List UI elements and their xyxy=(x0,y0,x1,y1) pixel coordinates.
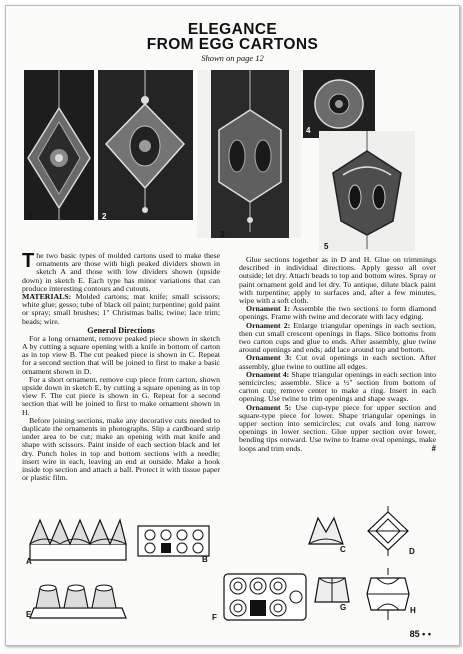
ornament-2-paragraph: Ornament 2: Enlarge triangular openings in each section, then cut small crescent openings in flaps. Slice bottoms from two carton cups and glue to ends. After assembly, glue twine around openings and ends; add lace around top and bottom. xyxy=(239,320,437,355)
sketch-a-peaked-carton xyxy=(26,514,131,564)
ornament-photo-1 xyxy=(24,70,94,220)
assembly-paragraph: Glue sections together as in D and H. Glue on trimmings described in individual directions. Apply gesso all over outside; let dry. Attach beads to top and bottom wires. Spray or paint ornament gold and let dry. To antique, dilute black paint with turpentine; apply to surfaces and, after a few minutes, wipe with a soft cloth. xyxy=(239,255,436,306)
materials-paragraph: MATERIALS: Molded cartons; mat knife; small scissors; white glue; gesso; tube of black oil paint; turpentine; gold paint or spray; small brushes; 1" Christmas balls; twine; lace trim; beads; wire. xyxy=(22,292,220,326)
sketch-label-f: F xyxy=(212,613,217,622)
ornament-photo-4 xyxy=(303,70,375,138)
general-paragraph-2: For a short ornament, remove cup piece from carton, shown upside down in sketch E, by cutting a square opening as in top view F. The cut piece is shown in G. Repeat for a second section that will be joined to first to make ornament shown in H. xyxy=(22,374,220,417)
sketch-c-cut-peak xyxy=(306,514,346,548)
general-directions-heading: General Directions xyxy=(87,325,155,335)
page-number: 85 • • xyxy=(409,629,431,639)
ornament-3-paragraph: Ornament 3: Cut oval openings in each section. After assembly, glue twine to outline all edges. xyxy=(239,353,437,371)
sketch-label-a: A xyxy=(26,557,32,566)
sketch-label-b: B xyxy=(202,555,208,564)
general-paragraph-3: Before joining sections, make any decorative cuts needed to duplicate the ornaments in photographs. Slip a cardboard strip under area to be cut; make an opening with mat knife and shape with scissors. Paint inside of each section black and let dry. Punch holes in top and bottom sections with a needle; insert wire in each, leaving an end at outside. Make a hook inside top section and attach a ball. Protect it with tissue paper or plastic film. xyxy=(22,415,220,483)
sketch-label-d: D xyxy=(409,547,415,556)
sketch-label-e: E xyxy=(26,610,32,619)
ornament-1-paragraph: Ornament 1: Assemble the two sections to form diamond openings. Frame with twine and decorate with lacy edging. xyxy=(239,304,437,322)
sketch-d-basic-ornament xyxy=(364,506,412,556)
sketch-label-c: C xyxy=(340,545,346,554)
page-title xyxy=(6,22,459,52)
photo-label-4: 4 xyxy=(306,126,311,135)
ornament-4-paragraph: Ornament 4: Shape triangular openings in each section into semicircles; assemble. Slice a ½" section from bottom of carton cup; remove center to make a ring. Insert in each opening. Use twine to trim openings and shape swags. xyxy=(239,369,436,404)
photo-label-5: 5 xyxy=(324,242,329,251)
sketch-b-top-view xyxy=(136,524,211,558)
general-paragraph-1: For a long ornament, remove peaked piece shown in sketch A by cutting a square opening with a knife in bottom of carton as in top view B. The cut peaked piece is shown in C. Repeat for a second section that will be joined to first to make a basic ornament shown in D. xyxy=(22,333,220,376)
end-mark: # xyxy=(431,443,436,453)
sketch-f-top-view xyxy=(222,572,308,622)
drop-cap: T xyxy=(22,250,35,272)
right-text-column xyxy=(239,256,436,453)
sketch-e-cup-carton xyxy=(26,578,131,624)
title-line-1: ELEGANCE xyxy=(187,21,278,38)
title-line-2: FROM EGG CARTONS xyxy=(146,36,319,53)
sketch-label-h: H xyxy=(410,606,416,615)
ornament-photo-3 xyxy=(197,70,301,238)
sketch-label-g: G xyxy=(340,603,347,612)
photo-label-2: 2 xyxy=(102,212,107,221)
sketch-h-short-ornament xyxy=(363,568,413,620)
magazine-page xyxy=(5,5,460,646)
page-subtitle: Shown on page 12 xyxy=(201,53,264,63)
ornament-5-paragraph: Ornament 5: Use cup-type piece for upper section and square-type piece for lower. Shape triangular openings in upper section into semicircles; cut ovals and long narrow openings in lower section. Glue upper section over lower, bending tips outward. Use twine to frame oval openings, make loops and trim ends. # xyxy=(239,402,436,453)
sketch-g-cut-cup xyxy=(311,572,353,606)
left-text-column xyxy=(22,252,220,482)
materials-label: MATERIALS: xyxy=(22,292,72,302)
ornament-photo-2 xyxy=(98,70,193,220)
photo-label-3: 3 xyxy=(220,230,225,239)
intro-paragraph: The two basic types of molded cartons used to make these ornaments are those with high peaked dividers shown in sketch A and those with low dividers shown (upside down) in sketch E. Each type has minor variations that can produce interesting contours and cutouts. xyxy=(22,250,220,293)
ornament-photo-5 xyxy=(319,131,415,251)
photo-label-1: 1 xyxy=(28,212,33,221)
